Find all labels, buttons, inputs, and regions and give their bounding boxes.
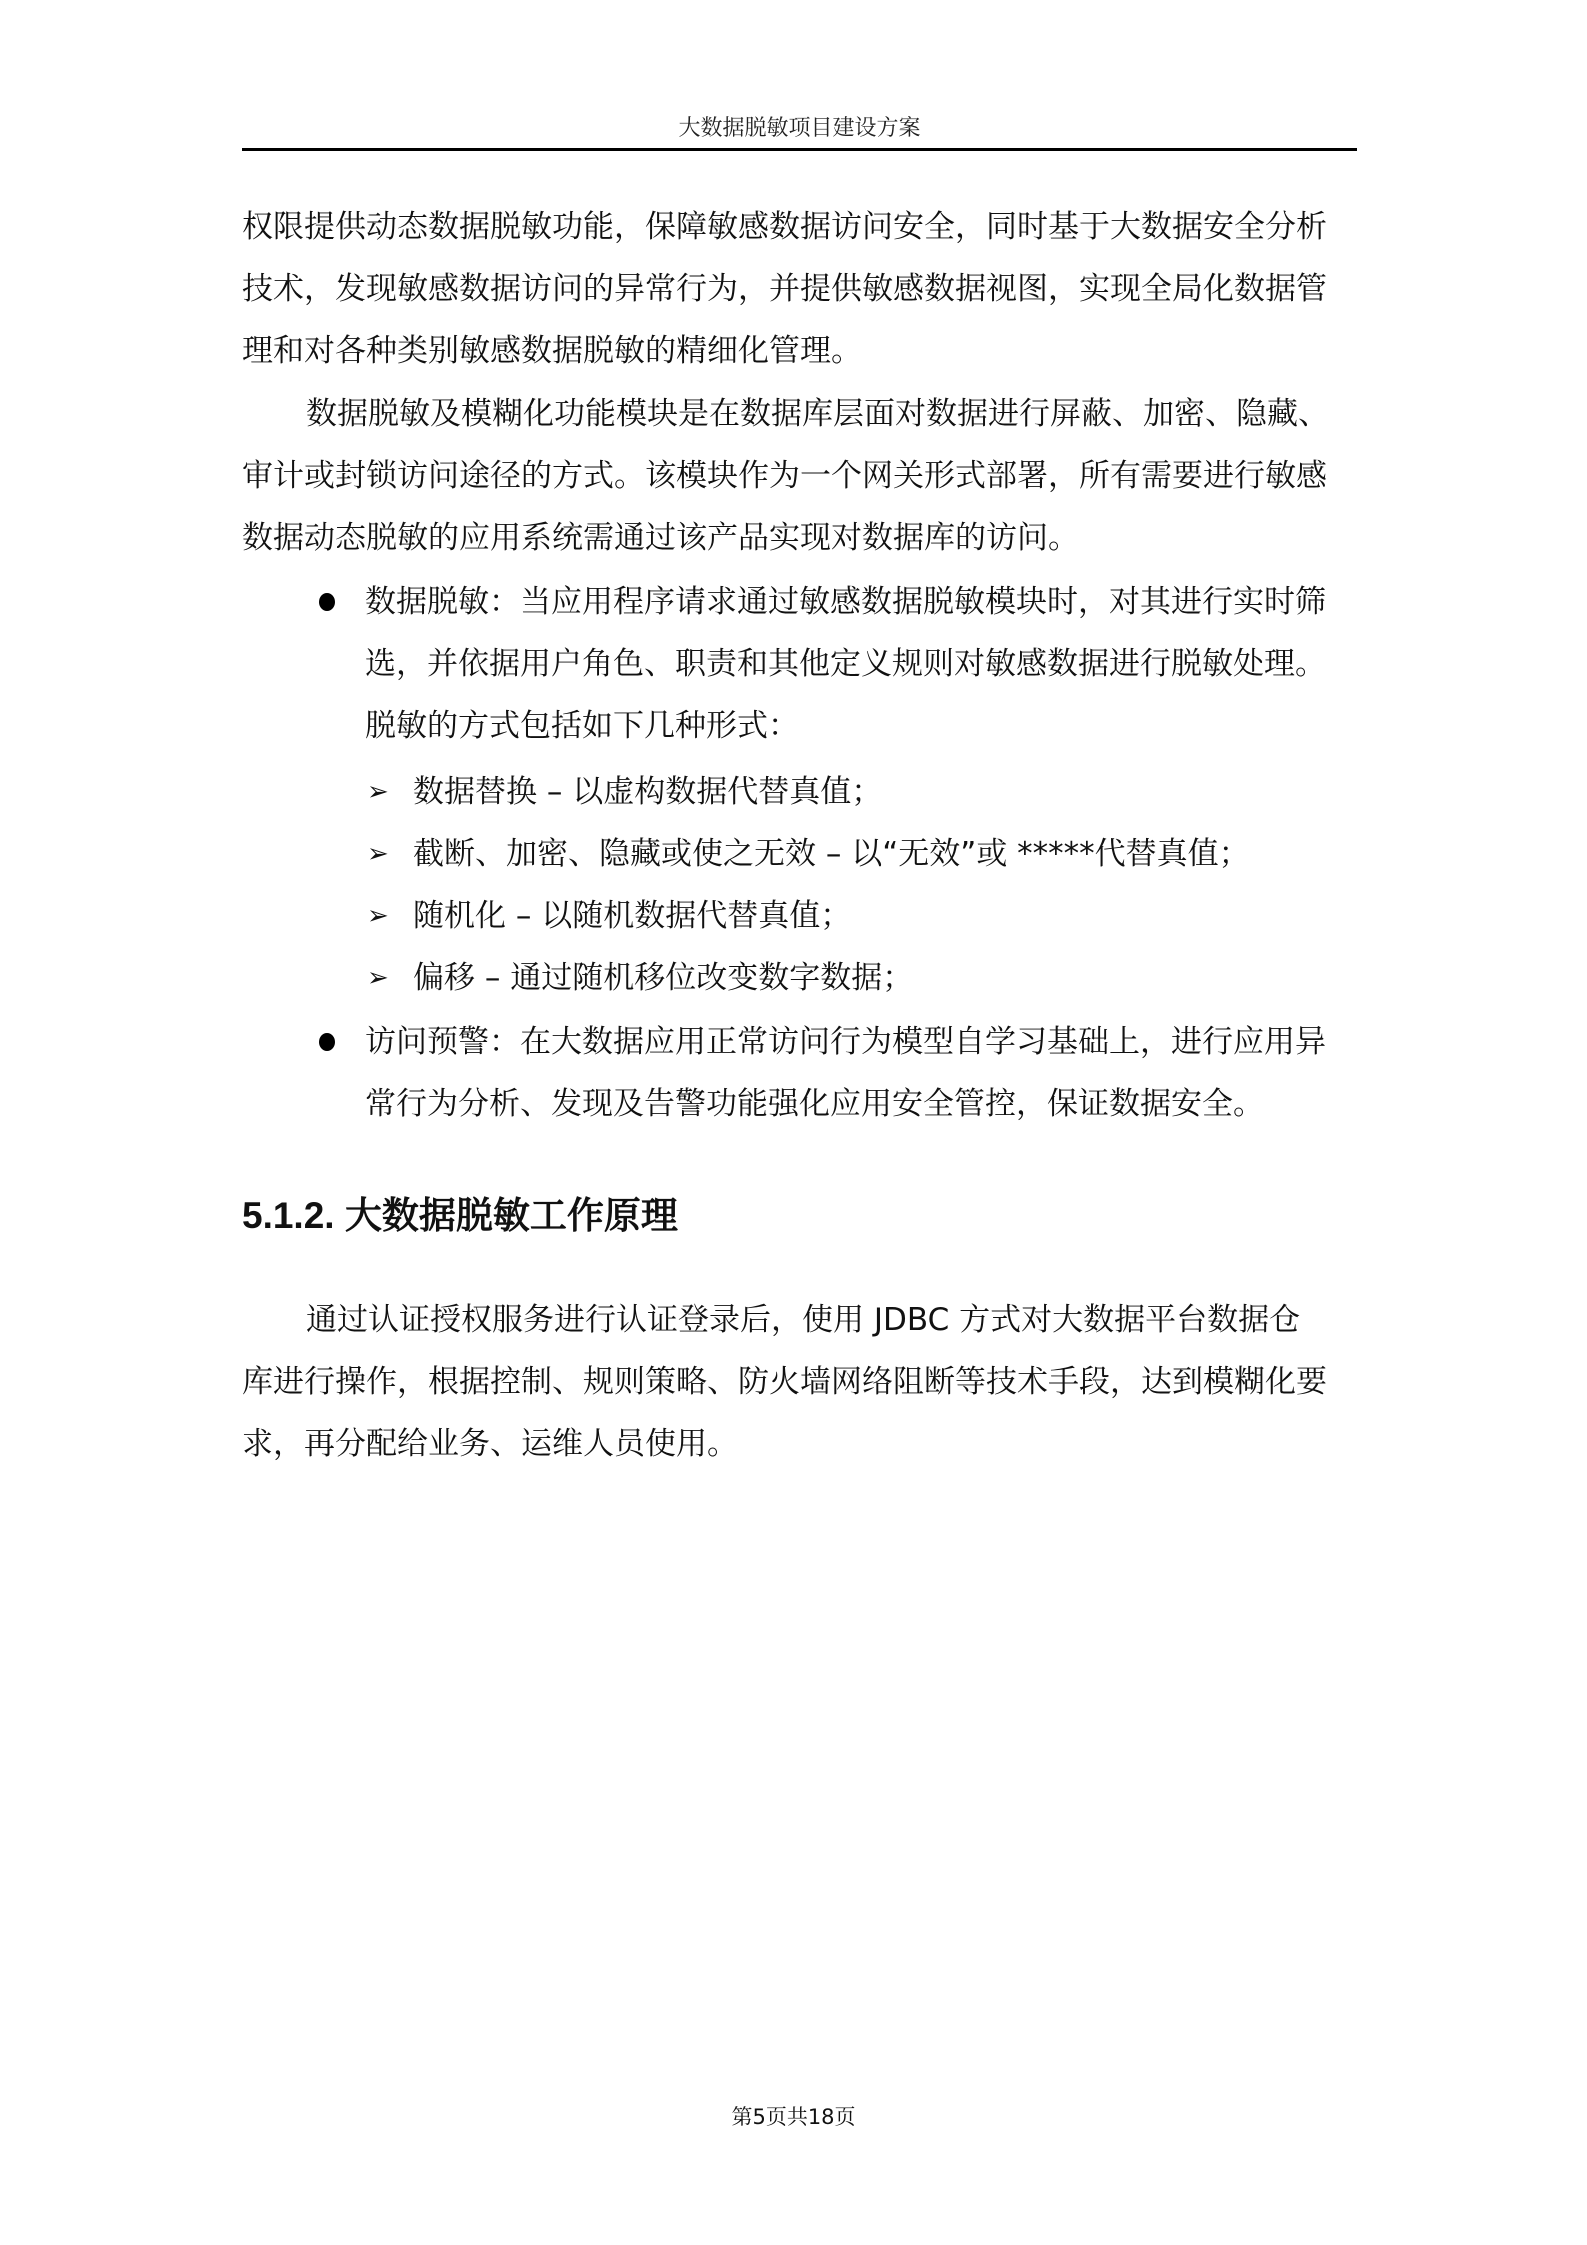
page-number: 第5页共18页 xyxy=(731,2105,856,2129)
text-line: 库进行操作，根据控制、规则策略、防火墙网络阻断等技术手段，达到模糊化要 xyxy=(242,1364,1327,1400)
bullet-icon xyxy=(319,1033,335,1051)
bullet-icon xyxy=(319,593,335,611)
bullet-item-data-masking xyxy=(365,571,1357,757)
paragraph-1 xyxy=(242,196,1357,382)
section-heading: 5.1.2. 大数据脱敏工作原理 xyxy=(242,1195,678,1236)
text-line: 访问预警：在大数据应用正常访问行为模型自学习基础上，进行应用异 xyxy=(365,1024,1326,1060)
text-line: 选，并依据用户角色、职责和其他定义规则对敏感数据进行脱敏处理。 xyxy=(365,646,1326,682)
sub-item-list xyxy=(367,761,1357,1009)
text-line: 数据动态脱敏的应用系统需通过该产品实现对数据库的访问。 xyxy=(242,520,1079,556)
text-line: 通过认证授权服务进行认证登录后，使用 JDBC 方式对大数据平台数据仓 xyxy=(306,1302,1301,1338)
paragraph-3 xyxy=(242,1289,1357,1475)
text-line: 脱敏的方式包括如下几种形式： xyxy=(365,708,799,744)
sub-item-text: 截断、加密、隐藏或使之无效 – 以“无效”或 *****代替真值； xyxy=(413,836,1250,872)
sub-list-item xyxy=(367,885,1357,947)
text-line: 数据脱敏：当应用程序请求通过敏感数据脱敏模块时，对其进行实时筛 xyxy=(365,584,1326,620)
paragraph-2 xyxy=(242,383,1357,569)
text-line: 权限提供动态数据脱敏功能，保障敏感数据访问安全，同时基于大数据安全分析 xyxy=(242,209,1327,245)
arrow-bullet-icon: ➢ xyxy=(367,901,389,931)
arrow-bullet-icon: ➢ xyxy=(367,839,389,869)
sub-item-text: 偏移 – 通过随机移位改变数字数据； xyxy=(413,960,914,996)
header-rule xyxy=(242,148,1357,151)
sub-list-item xyxy=(367,947,1357,1009)
text-line: 理和对各种类别敏感数据脱敏的精细化管理。 xyxy=(242,333,862,369)
text-line: 技术，发现敏感数据访问的异常行为，并提供敏感数据视图，实现全局化数据管 xyxy=(242,271,1327,307)
text-line: 求，再分配给业务、运维人员使用。 xyxy=(242,1426,738,1462)
arrow-bullet-icon: ➢ xyxy=(367,777,389,807)
sub-item-text: 随机化 – 以随机数据代替真值； xyxy=(413,898,852,934)
text-line: 常行为分析、发现及告警功能强化应用安全管控，保证数据安全。 xyxy=(365,1086,1264,1122)
sub-list-item xyxy=(367,823,1357,885)
sub-list-item xyxy=(367,761,1357,823)
arrow-bullet-icon: ➢ xyxy=(367,963,389,993)
sub-item-text: 数据替换 – 以虚构数据代替真值； xyxy=(413,774,883,810)
page-header-title: 大数据脱敏项目建设方案 xyxy=(678,116,921,141)
text-line: 数据脱敏及模糊化功能模块是在数据库层面对数据进行屏蔽、加密、隐藏、 xyxy=(306,396,1329,432)
text-line: 审计或封锁访问途径的方式。该模块作为一个网关形式部署，所有需要进行敏感 xyxy=(242,458,1327,494)
bullet-item-access-alert xyxy=(365,1011,1357,1135)
